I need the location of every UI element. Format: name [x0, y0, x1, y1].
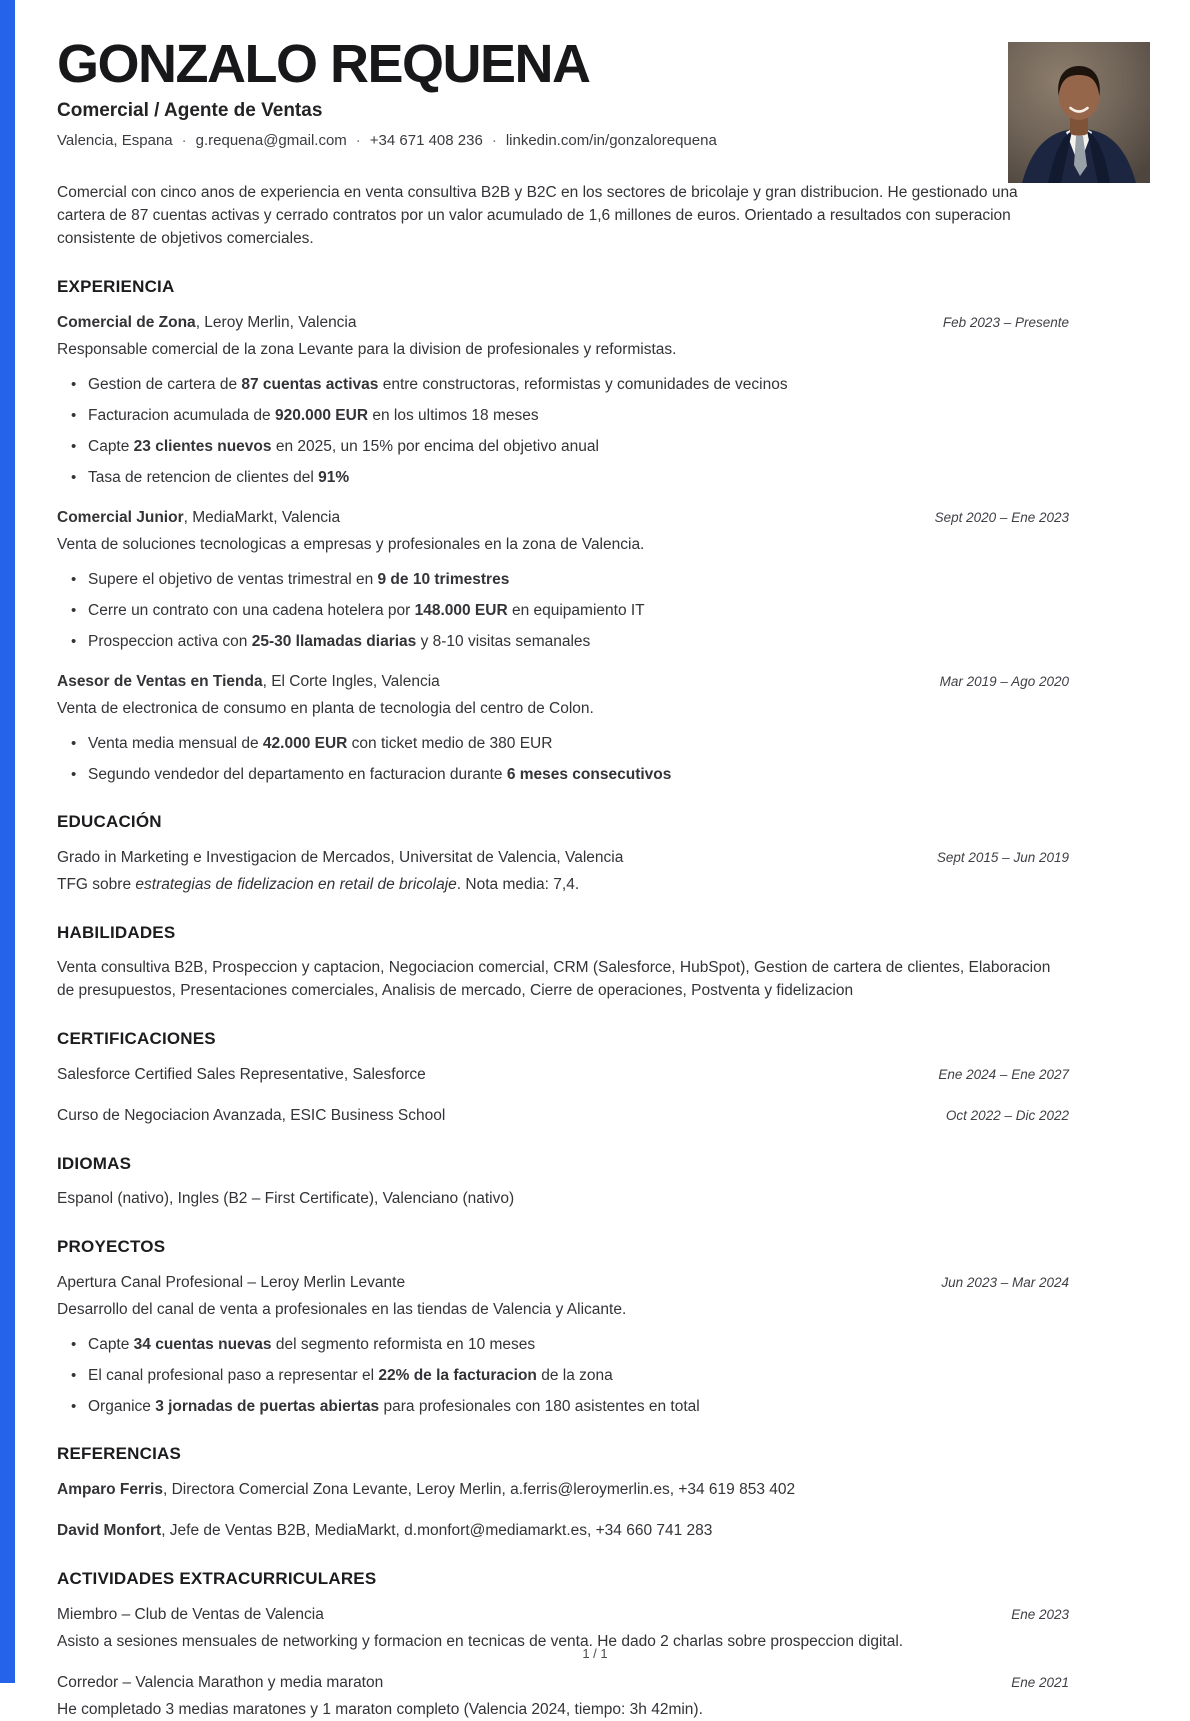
text-run: Venta de soluciones tecnologicas a empresas y profesionales en la zona de Valencia.: [57, 535, 645, 553]
section-title: EDUCACIÓN: [57, 811, 162, 831]
section-proyectos: [57, 1237, 1069, 1417]
item-description: [57, 339, 1069, 361]
candidate-name: GONZALO REQUENA: [57, 34, 590, 94]
text-run: y 8-10 visitas semanales: [416, 632, 591, 650]
bullet-list: [57, 733, 1069, 785]
summary-paragraph: Comercial con cinco anos de experiencia en venta consultiva B2B y B2C en los sectores de bricolaje y gran distribucion. He gestionado una cartera de 87 cuentas activas y cerrado contratos por un valor acumulado de 1,6 millones de euros. Orientado a resultados con superacion consistente de objetivos comerciales.: [57, 183, 1018, 247]
bullet-list: [57, 1334, 1069, 1417]
bullet-item: [57, 374, 1069, 395]
text-run: con ticket medio de 380 EUR: [347, 734, 553, 752]
text-run: Apertura Canal Profesional – Leroy Merlin Levante: [57, 1273, 406, 1291]
text-run: Supere el objetivo de ventas trimestral en: [88, 570, 378, 588]
text-run: Desarrollo del canal de venta a profesionales en las tiendas de Valencia y Alicante.: [57, 1300, 627, 1318]
section-title: ACTIVIDADES EXTRACURRICULARES: [57, 1568, 377, 1588]
item-description: [57, 698, 1069, 720]
text-run: para profesionales con 180 asistentes en total: [379, 1397, 700, 1415]
bullet-item: [57, 600, 1069, 621]
section-title: IDIOMAS: [57, 1153, 132, 1173]
text-run: Cerre un contrato con una cadena hotelera por: [88, 601, 415, 619]
experiencia-item: [57, 671, 1069, 785]
text-run: 42.000 EUR: [262, 734, 348, 752]
item-title: [57, 1604, 324, 1626]
item-head: [57, 1272, 1069, 1294]
bullet-list: [57, 569, 1069, 652]
certificaciones-item: [57, 1105, 1069, 1127]
item-date: Oct 2022 – Dic 2022: [945, 1107, 1069, 1123]
bullet-item: [57, 733, 1069, 754]
text-run: Venta media mensual de: [88, 734, 263, 752]
section-paragraph: Espanol (nativo), Ingles (B2 – First Certificate), Valenciano (nativo): [57, 1189, 515, 1207]
candidate-title: Comercial / Agente de Ventas: [57, 99, 323, 121]
item-date: Jun 2023 – Mar 2024: [941, 1274, 1069, 1290]
profile-photo: [1008, 42, 1150, 183]
item-title: [57, 1105, 445, 1127]
item-title: [57, 847, 623, 869]
bullet-list: [57, 374, 1069, 488]
text-run: en 2025, un 15% por encima del objetivo anual: [271, 437, 599, 455]
text-run: 91%: [318, 468, 350, 486]
text-run: Asisto a sesiones mensuales de networking y formacion en tecnicas de venta. He dado 2 charlas sobre prospeccion digital.: [57, 1632, 904, 1650]
text-run: , Leroy Merlin, Valencia: [195, 313, 357, 331]
section-habilidades: [57, 923, 1069, 1002]
bullet-item: [57, 1365, 1069, 1386]
item-head: [57, 507, 1069, 529]
contact-item-0: Valencia, Espana: [57, 131, 173, 149]
text-run: 34 cuentas nuevas: [133, 1335, 272, 1353]
certificaciones-item: [57, 1064, 1069, 1086]
item-head: [57, 1105, 1069, 1127]
text-run: . Nota media: 7,4.: [456, 875, 580, 893]
bullet-item: [57, 764, 1069, 785]
item-title: [57, 1520, 712, 1542]
text-run: entre constructoras, reformistas y comunidades de vecinos: [378, 375, 788, 393]
text-run: Salesforce Certified Sales Representative, Salesforce: [57, 1065, 426, 1083]
text-run: Miembro – Club de Ventas de Valencia: [57, 1605, 324, 1623]
bullet-item: [57, 405, 1069, 426]
text-run: estrategias de fidelizacion en retail de bricolaje: [135, 875, 457, 893]
text-run: 87 cuentas activas: [241, 375, 379, 393]
section-experiencia: [57, 277, 1069, 785]
educacion-item: [57, 847, 1069, 896]
text-run: 22% de la facturacion: [378, 1366, 537, 1384]
item-date: Sept 2015 – Jun 2019: [936, 849, 1069, 865]
bullet-item: [57, 436, 1069, 457]
item-head: [57, 1520, 1069, 1542]
resume-sections: [57, 277, 1069, 1721]
text-run: 148.000 EUR: [414, 601, 508, 619]
item-description: [57, 874, 1069, 896]
text-run: Amparo Ferris: [57, 1480, 163, 1498]
item-head: [57, 1479, 1069, 1501]
contact-separator: ·: [181, 131, 187, 149]
text-run: 9 de 10 trimestres: [377, 570, 510, 588]
text-run: He completado 3 medias maratones y 1 maraton completo (Valencia 2024, tiempo: 3h 42min).: [57, 1700, 703, 1718]
experiencia-item: [57, 312, 1069, 488]
item-description: [57, 1699, 1069, 1721]
text-run: Comercial de Zona: [57, 313, 196, 331]
text-run: Grado in Marketing e Investigacion de Mercados, Universitat de Valencia, Valencia: [57, 848, 624, 866]
contact-item-3: linkedin.com/in/gonzalorequena: [505, 131, 717, 149]
contact-item-2: +34 671 408 236: [369, 131, 483, 149]
text-run: 920.000 EUR: [274, 406, 369, 424]
item-head: [57, 1604, 1069, 1626]
text-run: Curso de Negociacion Avanzada, ESIC Business School: [57, 1106, 446, 1124]
text-run: 6 meses consecutivos: [506, 765, 672, 783]
text-run: en equipamiento IT: [507, 601, 645, 619]
contact-separator: ·: [491, 131, 497, 149]
section-title: REFERENCIAS: [57, 1443, 182, 1463]
text-run: , MediaMarkt, Valencia: [183, 508, 341, 526]
text-run: en los ultimos 18 meses: [368, 406, 539, 424]
contact-separator: ·: [355, 131, 361, 149]
proyectos-item: [57, 1272, 1069, 1417]
text-run: , Jefe de Ventas B2B, MediaMarkt, d.monfort@mediamarkt.es, +34 660 741 283: [161, 1521, 713, 1539]
text-run: Facturacion acumulada de: [88, 406, 275, 424]
resume-header: [57, 36, 1069, 149]
text-run: 25-30 llamadas diarias: [251, 632, 417, 650]
item-date: Sept 2020 – Ene 2023: [934, 509, 1069, 525]
text-run: Responsable comercial de la zona Levante para la division de profesionales y reformistas.: [57, 340, 677, 358]
text-run: 3 jornadas de puertas abiertas: [155, 1397, 380, 1415]
bullet-item: [57, 1334, 1069, 1355]
person-portrait-icon: [1008, 42, 1150, 183]
item-title: [57, 312, 357, 334]
actividades-item: [57, 1672, 1069, 1721]
text-run: Organice: [88, 1397, 156, 1415]
item-head: [57, 312, 1069, 334]
item-title: [57, 1064, 426, 1086]
text-run: 23 clientes nuevos: [133, 437, 272, 455]
referencias-item: [57, 1520, 1069, 1542]
page-number: 1 / 1: [582, 1646, 608, 1661]
text-run: Prospeccion activa con: [88, 632, 252, 650]
item-title: [57, 1479, 795, 1501]
text-run: Comercial Junior: [57, 508, 184, 526]
bullet-item: [57, 467, 1069, 488]
text-run: , Directora Comercial Zona Levante, Leroy Merlin, a.ferris@leroymerlin.es, +34 619 853 402: [162, 1480, 796, 1498]
referencias-item: [57, 1479, 1069, 1501]
text-run: Segundo vendedor del departamento en facturacion durante: [88, 765, 507, 783]
section-paragraph: Venta consultiva B2B, Prospeccion y captacion, Negociacion comercial, CRM (Salesforce, HubSpot), Gestion de cartera de clientes, Elaboracion de presupuestos, Presentaciones comerciales, Analisis de mercado, Cierre de operaciones, Postventa y fidelizacion: [57, 958, 1051, 999]
item-head: [57, 847, 1069, 869]
text-run: , El Corte Ingles, Valencia: [262, 672, 440, 690]
item-head: [57, 1064, 1069, 1086]
contact-line: [57, 132, 1069, 149]
text-run: Corredor – Valencia Marathon y media maraton: [57, 1673, 384, 1691]
item-date: Feb 2023 – Presente: [942, 314, 1069, 330]
section-educacion: [57, 812, 1069, 896]
text-run: del segmento reformista en 10 meses: [271, 1335, 536, 1353]
text-run: Venta de electronica de consumo en planta de tecnologia del centro de Colon.: [57, 699, 594, 717]
bullet-item: [57, 1396, 1069, 1417]
section-certificaciones: [57, 1029, 1069, 1127]
text-run: Gestion de cartera de: [88, 375, 242, 393]
text-run: David Monfort: [57, 1521, 162, 1539]
section-referencias: [57, 1444, 1069, 1542]
bullet-item: [57, 631, 1069, 652]
item-title: [57, 507, 340, 529]
left-accent-bar: [0, 0, 15, 1683]
experiencia-item: [57, 507, 1069, 652]
item-title: [57, 671, 440, 693]
item-date: Ene 2021: [1011, 1674, 1069, 1690]
text-run: Capte: [88, 1335, 134, 1353]
item-description: [57, 1299, 1069, 1321]
text-run: Asesor de Ventas en Tienda: [57, 672, 263, 690]
item-date: Mar 2019 – Ago 2020: [939, 673, 1069, 689]
bullet-item: [57, 569, 1069, 590]
section-idiomas: [57, 1154, 1069, 1210]
item-head: [57, 671, 1069, 693]
text-run: de la zona: [536, 1366, 613, 1384]
text-run: El canal profesional paso a representar el: [88, 1366, 379, 1384]
text-run: Tasa de retencion de clientes del: [88, 468, 319, 486]
section-title: HABILIDADES: [57, 922, 176, 942]
item-date: Ene 2023: [1011, 1606, 1069, 1622]
text-run: TFG sobre: [57, 875, 136, 893]
section-title: PROYECTOS: [57, 1236, 166, 1256]
text-run: Capte: [88, 437, 134, 455]
section-title: CERTIFICACIONES: [57, 1028, 216, 1048]
item-title: [57, 1272, 405, 1294]
section-actividades: [57, 1569, 1069, 1721]
section-title: EXPERIENCIA: [57, 276, 175, 296]
contact-item-1: g.requena@gmail.com: [195, 131, 347, 149]
item-date: Ene 2024 – Ene 2027: [938, 1066, 1069, 1082]
item-description: [57, 534, 1069, 556]
